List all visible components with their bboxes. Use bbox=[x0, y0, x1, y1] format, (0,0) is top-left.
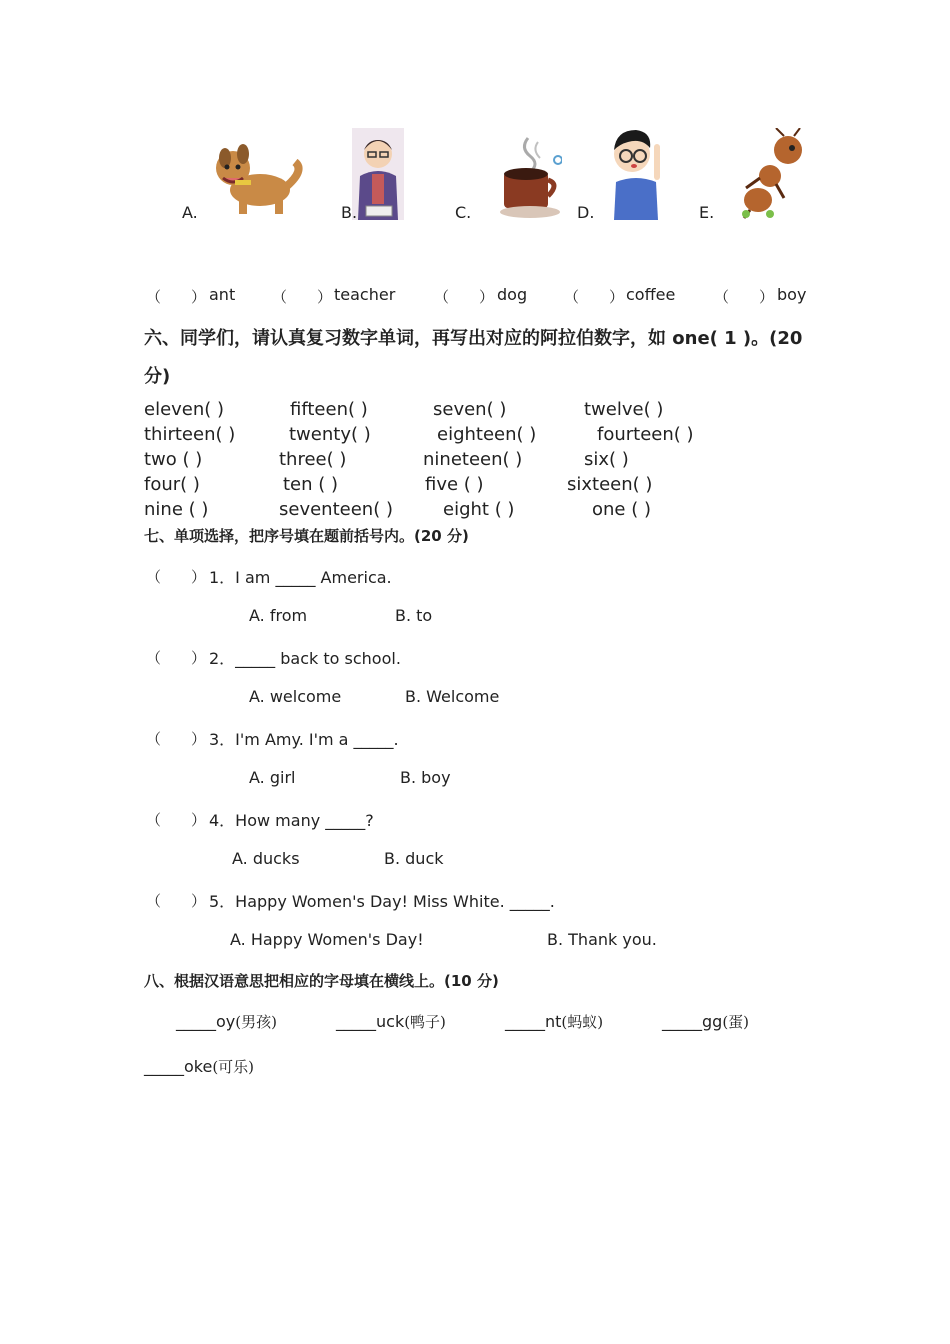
option-a[interactable]: A. welcome bbox=[249, 687, 342, 706]
answer-paren[interactable]: （ ） bbox=[146, 568, 207, 586]
question-stem: 1．I am _____ America. bbox=[209, 568, 392, 587]
match-word-dog: dog bbox=[497, 285, 528, 304]
fill-meaning: (鸭子) bbox=[404, 1013, 446, 1031]
option-b[interactable]: B. Welcome bbox=[405, 687, 500, 706]
answer-paren[interactable]: （ ） bbox=[714, 288, 775, 306]
number-word: nineteen( ) bbox=[423, 449, 523, 470]
fill-blank[interactable]: _____ bbox=[336, 1012, 376, 1031]
question-stem: 5．Happy Women's Day! Miss White. _____. bbox=[209, 892, 555, 911]
answer-paren[interactable]: （ ） bbox=[272, 288, 333, 306]
fill-letters: oy bbox=[216, 1012, 236, 1031]
answer-paren[interactable]: （ ） bbox=[146, 730, 207, 748]
fill-meaning: (蛋) bbox=[722, 1013, 750, 1031]
number-word: fourteen( ) bbox=[597, 424, 694, 445]
picture-letter-a: A. bbox=[182, 203, 198, 222]
option-b[interactable]: B. duck bbox=[384, 849, 444, 868]
fill-blank[interactable]: _____ bbox=[144, 1057, 184, 1076]
number-word: four( ) bbox=[144, 474, 200, 495]
teacher-icon bbox=[352, 128, 404, 220]
option-b[interactable]: B. boy bbox=[400, 768, 451, 787]
question-stem: 4．How many _____? bbox=[209, 811, 374, 830]
coffee-icon bbox=[500, 134, 562, 220]
number-word: seventeen( ) bbox=[279, 499, 393, 520]
fill-item-egg bbox=[662, 1011, 749, 1032]
option-a[interactable]: A. girl bbox=[249, 768, 296, 787]
match-word-teacher: teacher bbox=[334, 285, 396, 304]
number-word: six( ) bbox=[584, 449, 629, 470]
dog-icon bbox=[205, 140, 310, 220]
fill-blank[interactable]: _____ bbox=[662, 1012, 702, 1031]
boy-icon bbox=[606, 124, 668, 220]
number-word: seven( ) bbox=[433, 399, 507, 420]
section6-title-cont: 分) bbox=[144, 366, 171, 387]
option-a[interactable]: A. from bbox=[249, 606, 308, 625]
question-stem: 2．_____ back to school. bbox=[209, 649, 401, 668]
number-word: twelve( ) bbox=[584, 399, 664, 420]
fill-letters: uck bbox=[376, 1012, 405, 1031]
match-word-coffee: coffee bbox=[626, 285, 676, 304]
section8-title: 八、根据汉语意思把相应的字母填在横线上。(10 分) bbox=[144, 972, 499, 990]
fill-letters: oke bbox=[184, 1057, 213, 1076]
fill-meaning: (可乐) bbox=[212, 1058, 255, 1076]
section6-title: 六、同学们，请认真复习数字单词，再写出对应的阿拉伯数字，如 one( 1 )。(20 bbox=[144, 328, 803, 349]
answer-paren[interactable]: （ ） bbox=[434, 288, 495, 306]
match-word-boy: boy bbox=[777, 285, 807, 304]
number-word: thirteen( ) bbox=[144, 424, 236, 445]
number-word: eight ( ) bbox=[443, 499, 515, 520]
picture-letter-e: E. bbox=[699, 203, 715, 222]
fill-item-boy bbox=[176, 1011, 277, 1032]
answer-paren[interactable]: （ ） bbox=[146, 811, 207, 829]
answer-paren[interactable]: （ ） bbox=[146, 892, 207, 910]
option-a[interactable]: A. Happy Women's Day! bbox=[230, 930, 424, 949]
number-word: five ( ) bbox=[425, 474, 484, 495]
number-word: eighteen( ) bbox=[437, 424, 537, 445]
ant-icon bbox=[740, 128, 808, 220]
number-word: nine ( ) bbox=[144, 499, 209, 520]
answer-paren[interactable]: （ ） bbox=[146, 288, 207, 306]
picture-letter-b: B. bbox=[341, 203, 358, 222]
fill-item-coke bbox=[144, 1056, 254, 1077]
section7-title: 七、单项选择，把序号填在题前括号内。(20 分) bbox=[144, 527, 469, 545]
match-word-ant: ant bbox=[209, 285, 236, 304]
answer-paren[interactable]: （ ） bbox=[564, 288, 625, 306]
fill-item-ant bbox=[505, 1011, 603, 1032]
fill-item-duck bbox=[336, 1011, 446, 1032]
number-word: ten ( ) bbox=[283, 474, 339, 495]
picture-letter-c: C. bbox=[455, 203, 472, 222]
number-word: twenty( ) bbox=[289, 424, 371, 445]
answer-paren[interactable]: （ ） bbox=[146, 649, 207, 667]
fill-meaning: (男孩) bbox=[235, 1013, 277, 1031]
number-word: one ( ) bbox=[592, 499, 651, 520]
picture-letter-d: D. bbox=[577, 203, 595, 222]
number-word: two ( ) bbox=[144, 449, 203, 470]
fill-blank[interactable]: _____ bbox=[176, 1012, 216, 1031]
option-b[interactable]: B. to bbox=[395, 606, 433, 625]
fill-letters: gg bbox=[702, 1012, 723, 1031]
fill-meaning: (蚂蚁) bbox=[561, 1013, 604, 1031]
question-stem: 3．I'm Amy. I'm a _____. bbox=[209, 730, 399, 749]
number-word: eleven( ) bbox=[144, 399, 225, 420]
number-word: fifteen( ) bbox=[290, 399, 368, 420]
fill-letters: nt bbox=[545, 1012, 562, 1031]
option-b[interactable]: B. Thank you. bbox=[547, 930, 657, 949]
option-a[interactable]: A. ducks bbox=[232, 849, 300, 868]
number-word: sixteen( ) bbox=[567, 474, 653, 495]
number-word: three( ) bbox=[279, 449, 347, 470]
fill-blank[interactable]: _____ bbox=[505, 1012, 545, 1031]
